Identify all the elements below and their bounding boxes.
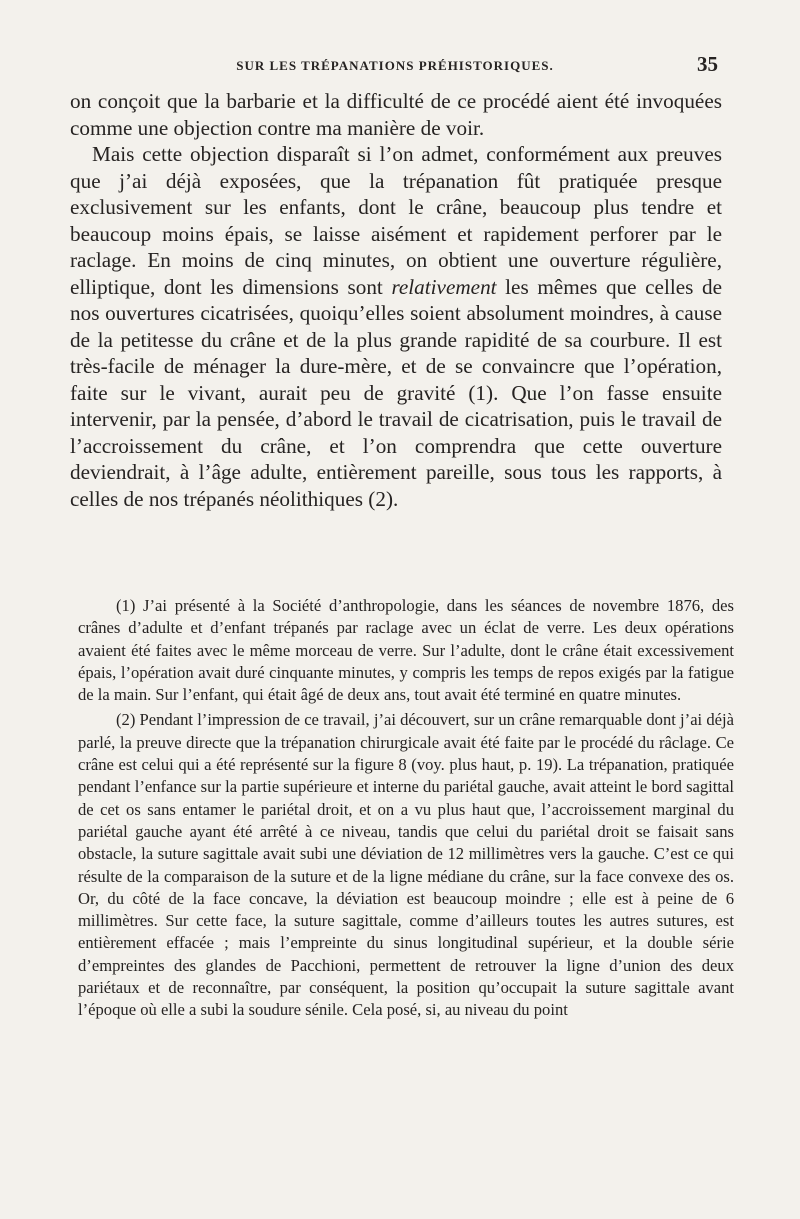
footnote-1: (1) J’ai présenté à la Société d’anthropologie, dans les séances de novembre 1876, des crânes d’adulte et d’enfant trépanés par raclage avec un éclat de verre. Les deux opérations avaient été faites avec le même morceau de verre. Sur l’adulte, dont le crâne était excessivement épais, l’opération avait duré cinquante minutes, y compris les temps de repos exigés par la fatigue de la main. Sur l’enfant, qui était âgé de deux ans, tout avait été terminé en quatre minutes. (78, 596, 734, 705)
page-number: 35 (697, 52, 718, 76)
paragraph-text-part2: les mêmes que celles de nos ouvertures cicatrisées, quoiqu’elles soient absolument moindres, à cause de la petitesse du crâne et de la plus grande rapidité de sa courbure. Il est très-facile de ménager la dure-mère, et de se convaincre que l’opération, faite sur le vivant, aurait peu de gravité (1). Que l’on fasse ensuite intervenir, par la pensée, d’abord le travail de cicatrisation, puis le travail de l’accroissement du crâne, et l’on comprendra que cette ouverture deviendrait, à l’âge adulte, entièrement pareille, sous tous les rapports, à celles de nos trépanés néolithiques (2). (70, 274, 722, 511)
main-text (70, 88, 722, 512)
footnote-2: (2) Pendant l’impression de ce travail, j’ai découvert, sur un crâne remarquable dont j’ai déjà parlé, la preuve directe que la trépanation chirurgicale avait été faite par le procédé du râclage. Ce crâne est celui qui a été représenté sur la figure 8 (voy. plus haut, p. 19). La trépanation, pratiquée pendant l’enfance sur la partie supérieure et interne du pariétal gauche, avait atteint le bord sagittal de cet os sans entamer le pariétal droit, et on a vu plus haut que, l’accroissement marginal du pariétal gauche ayant été arrêté à ce niveau, tandis que celui du pariétal droit se faisait sans obstacle, la suture sagittale avait subi une déviation de 12 millimètres vers la gauche. C’est ce qui résulte de la comparaison de la suture et de la ligne médiane du crâne, sur la face convexe des os. Or, du côté de la face concave, la déviation est beaucoup moindre ; elle est à peine de 6 millimètres. Sur cette face, la suture sagittale, comme d’ailleurs toutes les autres sutures, est entièrement effacée ; mais l’empreinte du sinus longitudinal supérieur, et la double série d’empreintes des glandes de Pacchioni, permettent de retrouver la ligne d’union des deux pariétaux et de reconnaître, par conséquent, la position qu’occupait la suture sagittale avant l’époque où elle a subi la soudure sénile. Cela posé, si, au niveau du point (78, 710, 734, 1020)
paragraph-continued: on conçoit que la barbarie et la difficulté de ce procédé aient été invoquées comme une objection contre ma manière de voir. (70, 89, 722, 140)
footnotes (78, 595, 734, 1022)
emphasized-word: relativement (391, 274, 497, 299)
paragraph-text-part1: Mais cette objection disparaît si l’on admet, conformément aux preuves que j’ai déjà exposées, que la trépanation fût pratiquée presque exclusivement sur les enfants, dont le crâne, beaucoup plus tendre et beaucoup moins épais, se laisse aisément et rapidement perforer par le raclage. En moins de cinq minutes, on obtient une ouverture régulière, elliptique, dont les dimensions sont (70, 142, 722, 299)
page-header (70, 52, 720, 78)
running-head: SUR LES TRÉPANATIONS PRÉHISTORIQUES. (236, 58, 554, 73)
paragraph (70, 141, 722, 512)
